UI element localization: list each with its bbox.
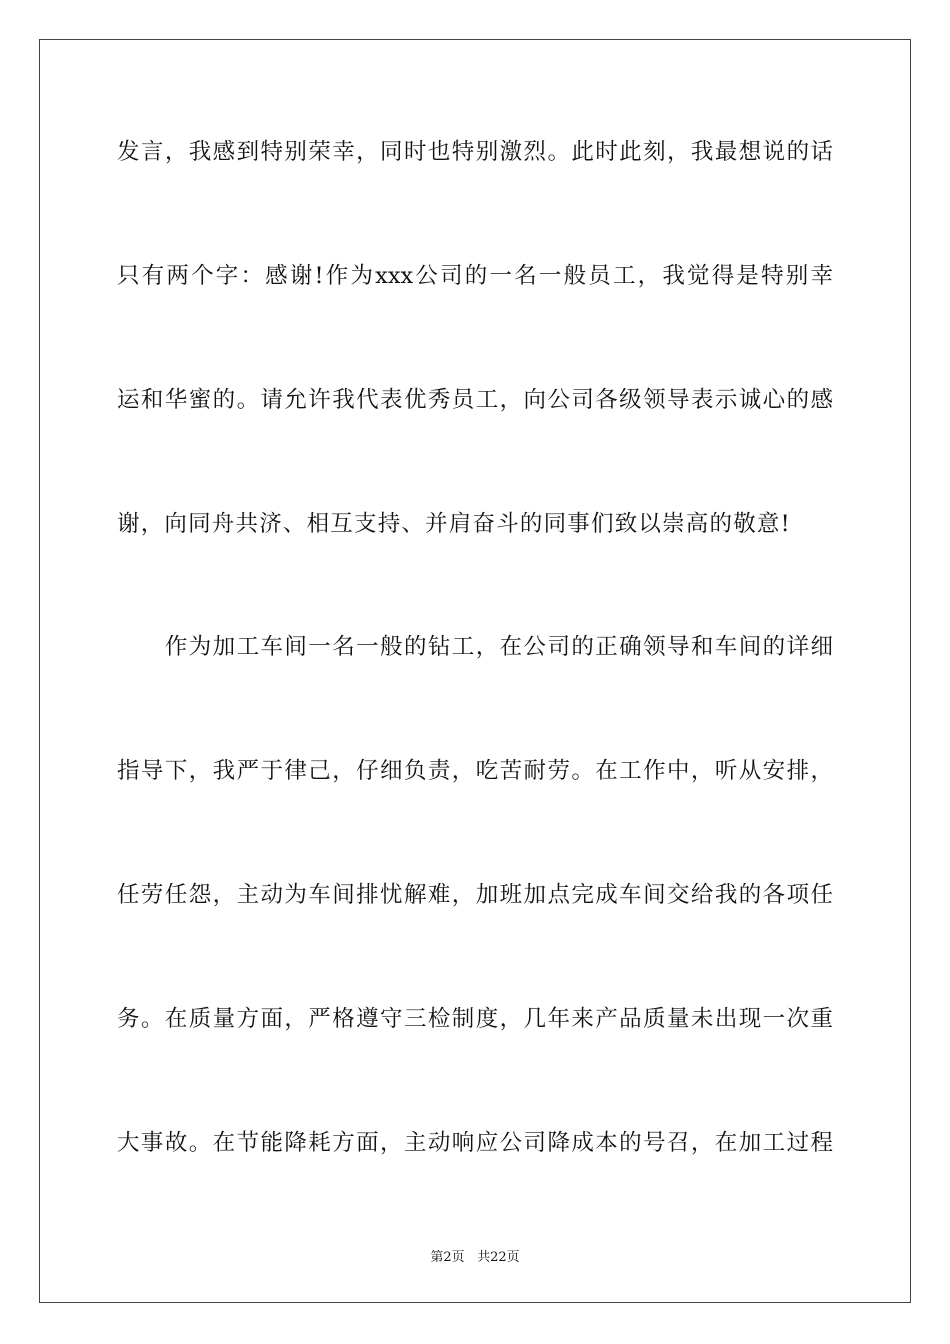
body-text-line-2: 只有两个字：感谢!作为xxx公司的一名一般员工，我觉得是特别幸 <box>117 263 833 289</box>
body-text-line-7: 任劳任怨，主动为车间排忧解难，加班加点完成车间交给我的各项任 <box>117 882 833 908</box>
body-text-line-9: 大事故。在节能降耗方面，主动响应公司降成本的号召，在加工过程 <box>117 1130 833 1156</box>
page-footer <box>0 1246 950 1265</box>
body-text-line-5: 作为加工车间一名一般的钻工，在公司的正确领导和车间的详细 <box>117 634 833 660</box>
body-text-line-1: 发言，我感到特别荣幸，同时也特别激烈。此时此刻，我最想说的话 <box>117 139 833 165</box>
body-text-line-3: 运和华蜜的。请允许我代表优秀员工，向公司各级领导表示诚心的感 <box>117 387 833 413</box>
total-pages: 共22页 <box>477 1250 520 1265</box>
page-border <box>39 39 911 1303</box>
body-text-line-4: 谢，向同舟共济、相互支持、并肩奋斗的同事们致以崇高的敬意! <box>117 511 791 537</box>
body-text-line-6: 指导下，我严于律己，仔细负责，吃苦耐劳。在工作中，听从安排， <box>117 758 833 784</box>
body-text-line-8: 务。在质量方面，严格遵守三检制度，几年来产品质量未出现一次重 <box>117 1006 833 1032</box>
page-number: 第2页 <box>430 1250 465 1265</box>
